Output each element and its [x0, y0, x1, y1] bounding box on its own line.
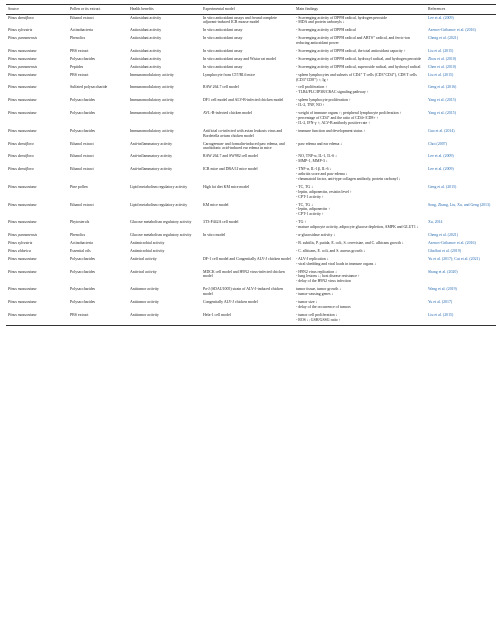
- cell-health-benefit: Antitumor activity: [130, 287, 159, 292]
- cell-reference-link[interactable]: Xu, 2014: [428, 220, 443, 225]
- cell-main-findings: [294, 246, 426, 254]
- cell-source: Pinus densiflora: [8, 15, 34, 20]
- table-row: [6, 83, 496, 96]
- cell-source: Pinus massoniana: [8, 85, 37, 90]
- cell-reference-link[interactable]: Cheng et al. (2021): [428, 36, 459, 41]
- cell-extract: Ethanol extract: [70, 15, 94, 20]
- cell-reference-link[interactable]: Lee et al. (2009): [428, 167, 454, 172]
- cell-reference-link[interactable]: Yang et al. (2015): [428, 111, 456, 116]
- cell-extract: Polysaccharides: [70, 56, 96, 61]
- cell-source: Pinus massoniana: [8, 184, 37, 189]
- cell-source: Pinus sylvestris: [8, 28, 33, 33]
- finding-line: - leptin, adiponectin, resistin level ↑: [296, 189, 352, 194]
- cell-extract: Actinobacteria: [70, 28, 93, 33]
- finding-line: - immune function and development status ↑: [296, 128, 366, 133]
- table-row: [6, 70, 496, 83]
- cell-extract: Polysaccharides: [70, 269, 96, 274]
- finding-line: - tumor size ↓: [296, 300, 318, 305]
- table-row: [6, 165, 496, 183]
- cell-reference-link[interactable]: Yang et al. (2015): [428, 98, 456, 103]
- cell-source: Pinus sylvestris: [8, 240, 33, 245]
- cell-source: Pinus massoniana: [8, 202, 37, 207]
- finding-line: - delay of the H9N2 virus infection: [296, 279, 351, 284]
- cell-experimental-model: Lymphocyte from C57/BL6 mice: [203, 72, 255, 77]
- table-body: [6, 14, 496, 325]
- header-health-benefits: Health benefits: [128, 5, 201, 15]
- cell-experimental-model: Pa-J (SDAU1005) strain of ALV-J-induced chicken model: [203, 287, 283, 297]
- finding-line: - Scavenging activity of DPPH radical, the total antioxidant capacity ↑: [296, 48, 406, 53]
- cell-main-findings: [294, 34, 426, 47]
- finding-line: - ALV-J replication ↓: [296, 256, 329, 261]
- cell-health-benefit: Antioxidant activity: [130, 64, 162, 69]
- cell-health-benefit: Lipid metabolism regulatory activity: [130, 202, 188, 207]
- cell-experimental-model: In vitro antioxidant assay: [203, 64, 243, 69]
- table-row: [6, 218, 496, 231]
- finding-line: - Scavenging activity of DPPH radical: [296, 28, 356, 33]
- finding-line: - TNF-α, IL-1β, IL-6 ↓: [296, 167, 332, 172]
- cell-extract: Polysaccharides: [70, 256, 96, 261]
- finding-line: - ROS ↓; GSH/GSSG ratio ↑: [296, 317, 341, 322]
- cell-main-findings: [294, 26, 426, 34]
- cell-reference-link[interactable]: Shang et al. (2020): [428, 269, 458, 274]
- cell-extract: Sulfated polysaccharide: [70, 85, 108, 90]
- finding-line: - weight of immune organs ↑; peripheral lymphocyte proliferation ↑: [296, 111, 402, 116]
- finding-line: - IL-2, IFN-γ ↑; ALV-B antibody positive rate ↑: [296, 120, 371, 125]
- table-row: [6, 109, 496, 127]
- cell-extract: PBS extract: [70, 72, 89, 77]
- cell-health-benefit: Immunomodulatory activity: [130, 85, 174, 90]
- finding-line: - delay of the occurrence of tumors: [296, 304, 351, 309]
- table-row: [6, 54, 496, 62]
- cell-experimental-model: 3T3-F442A cell model: [203, 220, 239, 225]
- cell-experimental-model: [201, 239, 294, 247]
- cell-extract: Ethanol extract: [70, 167, 94, 172]
- finding-line: - H9N2 virus replication ↓: [296, 269, 338, 274]
- table-row: [6, 152, 496, 165]
- cell-health-benefit: Immunomodulatory activity: [130, 128, 174, 133]
- finding-line: - TG ↑: [296, 220, 307, 225]
- cell-main-findings: [294, 47, 426, 55]
- finding-line: - TC, TG ↓: [296, 184, 314, 189]
- table-row: [6, 239, 496, 247]
- cell-health-benefit: Anti-inflammatory activity: [130, 167, 173, 172]
- cell-extract: Polysaccharides: [70, 111, 96, 116]
- cell-reference-link[interactable]: Liu et al. (2015): [428, 72, 454, 77]
- finding-line: - CPT-1 activity ↑: [296, 194, 324, 199]
- cell-main-findings: [294, 14, 426, 26]
- cell-source: Pinus massoniana: [8, 128, 37, 133]
- cell-experimental-model: Hela-1 cell model: [201, 310, 294, 325]
- header-source: Source: [6, 5, 68, 15]
- cell-source: Pinus massoniana: [8, 111, 37, 116]
- cell-health-benefit: Antioxidant activity: [130, 56, 162, 61]
- cell-health-benefit: Immunomodulatory activity: [130, 72, 174, 77]
- cell-extract: Polysaccharides: [70, 300, 96, 305]
- finding-line: - rheumatoid factor, anti-type collagen antibody, protein carbonyl ↓: [296, 176, 401, 181]
- header-references: References: [426, 5, 496, 15]
- cell-reference-link[interactable]: Ghaffari et al. (2019): [428, 248, 461, 253]
- table-row: [6, 62, 496, 70]
- cell-reference-link[interactable]: Lee et al. (2009): [428, 154, 454, 159]
- finding-line: - mature adipocyte activity, adipocyte glucose depletion, AMPK and GLUT1 ↓: [296, 225, 419, 230]
- cell-experimental-model: DF1 cell model and ALV-B-infected chicken model: [203, 98, 284, 103]
- finding-line: - paw edema and ear edema ↓: [296, 141, 343, 146]
- cell-main-findings: [294, 70, 426, 83]
- cell-main-findings: [294, 109, 426, 127]
- cell-extract: Pine pollen: [70, 184, 88, 189]
- cell-extract: Ethanol extract: [70, 154, 94, 159]
- cell-extract: Polysaccharides: [70, 98, 96, 103]
- cell-health-benefit: Antimicrobial activity: [130, 248, 165, 253]
- table-row: [6, 285, 496, 298]
- table-row: [6, 267, 496, 285]
- cell-source: Pinus massoniana: [8, 220, 37, 225]
- finding-line: - TLR4/PLC/IP3R/CRAC signaling pathway ↑: [296, 90, 369, 95]
- cell-experimental-model: AVL-B-infected chicken model: [203, 111, 252, 116]
- finding-line: - IL-2, TNF, NO ↑: [296, 103, 325, 108]
- cell-extract: Essential oils: [70, 248, 91, 253]
- table-row: [6, 126, 496, 139]
- table-row: [6, 47, 496, 55]
- cell-source: Pinus densiflora: [8, 141, 34, 146]
- table-row: [6, 254, 496, 267]
- cell-main-findings: [294, 62, 426, 70]
- cell-experimental-model: Carrageenan- and formalin-induced paw edema, and arachidonic acid-induced ear edema in mice: [203, 141, 285, 151]
- cell-extract: Phytosterols: [70, 220, 90, 225]
- cell-experimental-model: Artificial co-infected with avian leukosis virus and Bordetella avium chicken model: [203, 128, 283, 138]
- cell-health-benefit: Glucose metabolism regulatory activity: [130, 233, 192, 238]
- cell-main-findings: [294, 96, 426, 109]
- cell-health-benefit: Antitumor activity: [128, 310, 201, 325]
- cell-reference-link[interactable]: Song, Zhang, Liu, Xu, and Geng (2013): [428, 202, 491, 207]
- cell-extract: Ethanol extract: [70, 141, 94, 146]
- finding-line: - Scavenging activity of DPPH radical, hydrogen peroxide: [296, 15, 387, 20]
- finding-line: - leptin, adiponectin ↑: [296, 207, 331, 212]
- finding-line: - α-glucosidase activity ↓: [296, 233, 336, 238]
- cell-health-benefit: Antimicrobial activity: [130, 240, 165, 245]
- header-experimental-model: Experimental model: [201, 5, 294, 15]
- cell-experimental-model: In vitro antioxidant assays and freund complete adjuvant-induced ICR mouse model: [203, 15, 277, 25]
- finding-line: - TC, TG ↓: [296, 202, 314, 207]
- cell-experimental-model: In vitro antioxidant assay: [203, 28, 243, 33]
- cell-experimental-model: In vitro antioxidant assay: [203, 48, 243, 53]
- cell-experimental-model: RAW 264.7 cell model: [203, 85, 239, 90]
- cell-experimental-model: ICR mice and DBA/1J mice model: [203, 167, 258, 172]
- cell-reference-link[interactable]: Liu et al. (2015): [426, 310, 496, 325]
- cell-source: Pinus massoniana: [8, 287, 37, 292]
- cell-source: Pinus yunnanensis: [8, 233, 38, 238]
- finding-line: - C. albicans, E. coli, and S. aureus growth ↓: [296, 248, 366, 253]
- cell-extract: Ethanol extract: [70, 202, 94, 207]
- cell-health-benefit: Antioxidant activity: [130, 15, 162, 20]
- table-row: [6, 200, 496, 218]
- finding-line: - tumor-causing genes ↓: [296, 292, 334, 297]
- table-row: [6, 182, 496, 200]
- pine-pollen-health-benefits-table: [6, 4, 496, 326]
- finding-line: - Scavenging activity of DPPH radical and ABTS⁺ radical, and ferric-ion reducing antioxidant power: [296, 36, 410, 46]
- cell-source: Pinus massoniana: [6, 310, 68, 325]
- table-row: [6, 231, 496, 239]
- finding-line: - arthritis score and paw edema ↓: [296, 172, 348, 177]
- finding-line: - MDA and protein carbonyls ↓: [296, 20, 345, 25]
- cell-health-benefit: Antioxidant activity: [130, 28, 162, 33]
- finding-line: - NO, TNF-α, IL-1, IL-6 ↓: [296, 154, 338, 159]
- finding-line: - B. subtilis, P. putida, E. coli, S. cerevisiae, and C. albicans growth ↓: [296, 240, 404, 245]
- cell-main-findings: [294, 139, 426, 152]
- cell-main-findings: [294, 126, 426, 139]
- header-row: [6, 5, 496, 15]
- table-row: [6, 96, 496, 109]
- header-main-findings: Main findings: [294, 5, 426, 15]
- finding-line: tumor tissue, tumor growth ↓: [296, 287, 342, 292]
- cell-main-findings: [294, 200, 426, 218]
- cell-source: Pinus yunnanensis: [8, 36, 38, 41]
- cell-reference-link[interactable]: Guo et al. (2014): [428, 128, 455, 133]
- cell-experimental-model: In vitro model: [203, 233, 226, 238]
- cell-health-benefit: Immunomodulatory activity: [130, 98, 174, 103]
- cell-health-benefit: Antioxidant activity: [130, 36, 162, 41]
- cell-health-benefit: Glucose metabolism regulatory activity: [130, 220, 192, 225]
- cell-reference-link[interactable]: Asenov-Gribanov et al. (2016): [428, 28, 476, 33]
- cell-reference-link[interactable]: Wang et al. (2019): [428, 287, 457, 292]
- cell-experimental-model: High fat diet KM mice model: [203, 184, 250, 189]
- cell-main-findings: [294, 182, 426, 200]
- cell-source: Pinus eldarica: [8, 248, 31, 253]
- cell-health-benefit: Immunomodulatory activity: [130, 111, 174, 116]
- cell-source: Pinus yunnanensis: [8, 64, 38, 69]
- finding-line: - viral shedding and viral loads in immune organs ↓: [296, 261, 377, 266]
- cell-experimental-model: MDCK cell model and H9N2 virus-infected chicken model: [203, 269, 285, 279]
- cell-main-findings: [294, 83, 426, 96]
- cell-health-benefit: Antiviral activity: [130, 269, 157, 274]
- table-row: [6, 14, 496, 26]
- cell-source: Pinus massoniana: [8, 256, 37, 261]
- cell-source: Pinus massoniana: [8, 48, 37, 53]
- finding-line: - spleen lymphocyte proliferation ↑: [296, 98, 351, 103]
- header-extract: Pollen or its extract: [68, 5, 128, 15]
- finding-line: - CPT-1 activity ↑: [296, 212, 324, 217]
- table-row: [6, 298, 496, 311]
- cell-main-findings: [294, 218, 426, 231]
- cell-source: Pinus massoniana: [8, 72, 37, 77]
- finding-line: - lung lesions ↓; host disease resistance ↑: [296, 274, 360, 279]
- finding-line: - spleen lymphocytes and subsets of CD4⁺ T cells (CD3⁺CD4⁺), CD8 T cells (CD3⁺CD8⁺) ↑; Ig ↑: [296, 72, 417, 82]
- cell-extract: PBS extract: [68, 310, 128, 325]
- finding-line: - MMP-1, MMP-3 ↓: [296, 159, 328, 164]
- cell-source: Pinus massoniana: [8, 98, 37, 103]
- cell-main-findings: [294, 267, 426, 285]
- cell-health-benefit: Antiviral activity: [130, 256, 157, 261]
- table-row: [6, 310, 496, 325]
- cell-extract: Phenolics: [70, 36, 86, 41]
- cell-main-findings: [294, 254, 426, 267]
- table-row: [6, 26, 496, 34]
- cell-main-findings: [294, 285, 426, 298]
- cell-experimental-model: In vitro antioxidant assay: [203, 36, 243, 41]
- cell-reference-link[interactable]: Lee et al. (2009): [428, 15, 454, 20]
- cell-source: Pinus densiflora: [8, 167, 34, 172]
- cell-reference-link[interactable]: Choi (2007): [428, 141, 447, 146]
- cell-reference-link[interactable]: Yu et al. (2017); Cui et al. (2021): [428, 256, 480, 261]
- cell-experimental-model: [201, 246, 294, 254]
- cell-reference-link[interactable]: Liu et al. (2015): [428, 48, 454, 53]
- finding-line: - percentage of CD4⁺ and the ratio of CD4+/CD8+ ↑: [296, 115, 379, 120]
- cell-main-findings: [294, 310, 426, 325]
- cell-reference-link[interactable]: Yu et al. (2017): [428, 300, 453, 305]
- finding-line: - Scavenging activity of DPPH radical, hydroxyl radical, and hydrogen peroxide: [296, 56, 422, 61]
- table-row: [6, 139, 496, 152]
- cell-extract: Actinobacteria: [70, 240, 93, 245]
- finding-line: - tumor cell proliferation ↓: [296, 312, 338, 317]
- finding-line: - cell proliferation ↑: [296, 85, 328, 90]
- cell-health-benefit: Anti-inflammatory activity: [130, 154, 173, 159]
- cell-reference-link[interactable]: Geng et al. (2016): [428, 85, 457, 90]
- cell-main-findings: [294, 239, 426, 247]
- cell-main-findings: [294, 298, 426, 311]
- cell-reference-link[interactable]: Chen et al. (2010): [428, 64, 457, 69]
- cell-extract: Polysaccharides: [70, 128, 96, 133]
- cell-source: Pinus massoniana: [8, 300, 37, 305]
- cell-source: Pinus massoniana: [8, 56, 37, 61]
- cell-health-benefit: Antitumor activity: [130, 300, 159, 305]
- table-header: [6, 5, 496, 15]
- table-row: [6, 246, 496, 254]
- cell-reference-link[interactable]: Cheng et al. (2021): [428, 233, 459, 238]
- cell-extract: PBS extract: [70, 48, 89, 53]
- cell-experimental-model: RAW 264.7 and SW982 cell model: [203, 154, 258, 159]
- finding-line: - Scavenging activity of DPPH radical, superoxide radical, and hydroxyl radical: [296, 64, 421, 69]
- cell-main-findings: [294, 231, 426, 239]
- cell-reference-link[interactable]: Geng et al. (2015): [428, 184, 457, 189]
- cell-extract: Peptides: [70, 64, 84, 69]
- cell-main-findings: [294, 54, 426, 62]
- cell-experimental-model: Congenitally ALV-J chicken model: [203, 300, 258, 305]
- cell-experimental-model: In vitro antioxidant assay and Wistar rat model: [203, 56, 276, 61]
- cell-reference-link[interactable]: Asenov-Gribanov et al. (2016): [428, 240, 476, 245]
- cell-experimental-model: DF-1 cell model and Congenitally ALV-J chicken model: [203, 256, 291, 261]
- cell-source: Pinus massoniana: [8, 269, 37, 274]
- table-row: [6, 34, 496, 47]
- cell-experimental-model: KM mice model: [203, 202, 229, 207]
- cell-extract: Phenolics: [70, 233, 86, 238]
- cell-main-findings: [294, 165, 426, 183]
- cell-source: Pinus densiflora: [8, 154, 34, 159]
- cell-reference-link[interactable]: Zhou et al. (2010): [428, 56, 457, 61]
- cell-extract: Polysaccharides: [70, 287, 96, 292]
- cell-health-benefit: Antioxidant activity: [130, 48, 162, 53]
- cell-health-benefit: Lipid metabolism regulatory activity: [130, 184, 188, 189]
- cell-health-benefit: Anti-inflammatory activity: [130, 141, 173, 146]
- cell-main-findings: [294, 152, 426, 165]
